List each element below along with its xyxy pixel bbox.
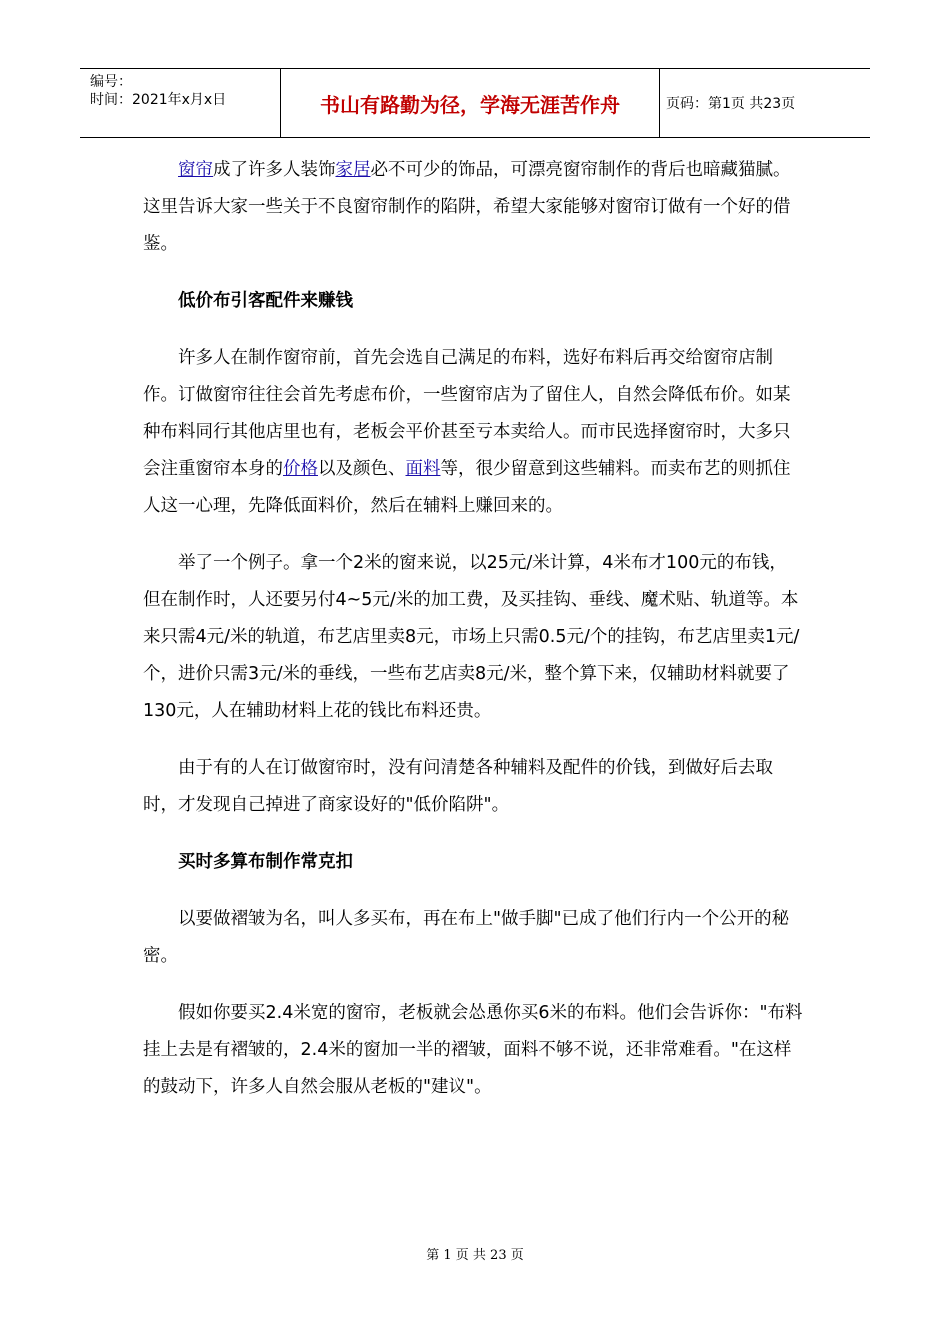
intro-text-1: 成了许多人装饰 xyxy=(213,160,336,180)
paragraph-intro xyxy=(143,152,803,263)
header-motto: 书山有路勤为径，学海无涯苦作舟 xyxy=(281,69,660,137)
number-label: 编号： xyxy=(90,74,132,90)
intro-text-2: 必不可少的饰品，可漂亮窗帘制作的背后也暗藏猫腻。这里告诉大家一些关于不良窗帘制作的陷阱，希望大家能够对窗帘订做有一个好的借鉴。 xyxy=(143,160,791,254)
link-fabric[interactable]: 面料 xyxy=(405,459,441,479)
p2-text-2: 以及颜色、 xyxy=(318,459,406,479)
section-heading-1: 低价布引客配件来赚钱 xyxy=(178,291,353,311)
header-page-info: 页码：第1页 共23页 xyxy=(666,96,796,112)
document-header xyxy=(80,68,870,138)
link-price[interactable]: 价格 xyxy=(283,459,318,479)
link-curtain[interactable]: 窗帘 xyxy=(178,160,213,180)
paragraph-5: 以要做褶皱为名，叫人多买布，再在布上"做手脚"已成了他们行内一个公开的秘密。 xyxy=(143,909,790,966)
page-footer: 第 1 页 共 23 页 xyxy=(426,1248,524,1263)
time-label: 时间：2021年x月x日 xyxy=(90,92,227,108)
p2-text-3: 等，很少留意到这些辅料。而卖布艺的则抓住人这一心理，先降低面料价，然后在辅料上赚回来的。 xyxy=(143,459,791,516)
paragraph-3: 举了一个例子。拿一个2米的窗来说，以25元/米计算，4米布才100元的布钱，但在制作时，人还要另付4~5元/米的加工费，及买挂钩、垂线、魔术贴、轨道等。本来只需4元/米的轨道，布艺店里卖8元，市场上只需0.5元/个的挂钩，布艺店里卖1元/个，进价只需3元/米的垂线，一些布艺店卖8元/米，整个算下来，仅辅助材料就要了130元，人在辅助材料上花的钱比布料还贵。 xyxy=(143,553,800,721)
section-heading-2: 买时多算布制作常克扣 xyxy=(178,852,353,872)
link-home[interactable]: 家居 xyxy=(335,160,371,180)
paragraph-2 xyxy=(143,340,803,525)
paragraph-6: 假如你要买2.4米宽的窗帘，老板就会怂恿你买6米的布料。他们会告诉你："布料挂上去是有褶皱的，2.4米的窗加一半的褶皱，面料不够不说，还非常难看。"在这样的鼓动下，许多人自然会服从老板的"建议"。 xyxy=(143,1003,803,1097)
header-meta xyxy=(80,69,281,137)
document-body xyxy=(143,152,803,1126)
p2-text-1: 许多人在制作窗帘前，首先会选自己满足的布料，选好布料后再交给窗帘店制作。订做窗帘往往会首先考虑布价，一些窗帘店为了留住人，自然会降低布价。如某种布料同行其他店里也有，老板会平价甚至亏本卖给人。而市民选择窗帘时，大多只会注重窗帘本身的 xyxy=(143,348,791,479)
paragraph-4: 由于有的人在订做窗帘时，没有问清楚各种辅料及配件的价钱，到做好后去取时，才发现自己掉进了商家设好的"低价陷阱"。 xyxy=(143,758,773,815)
